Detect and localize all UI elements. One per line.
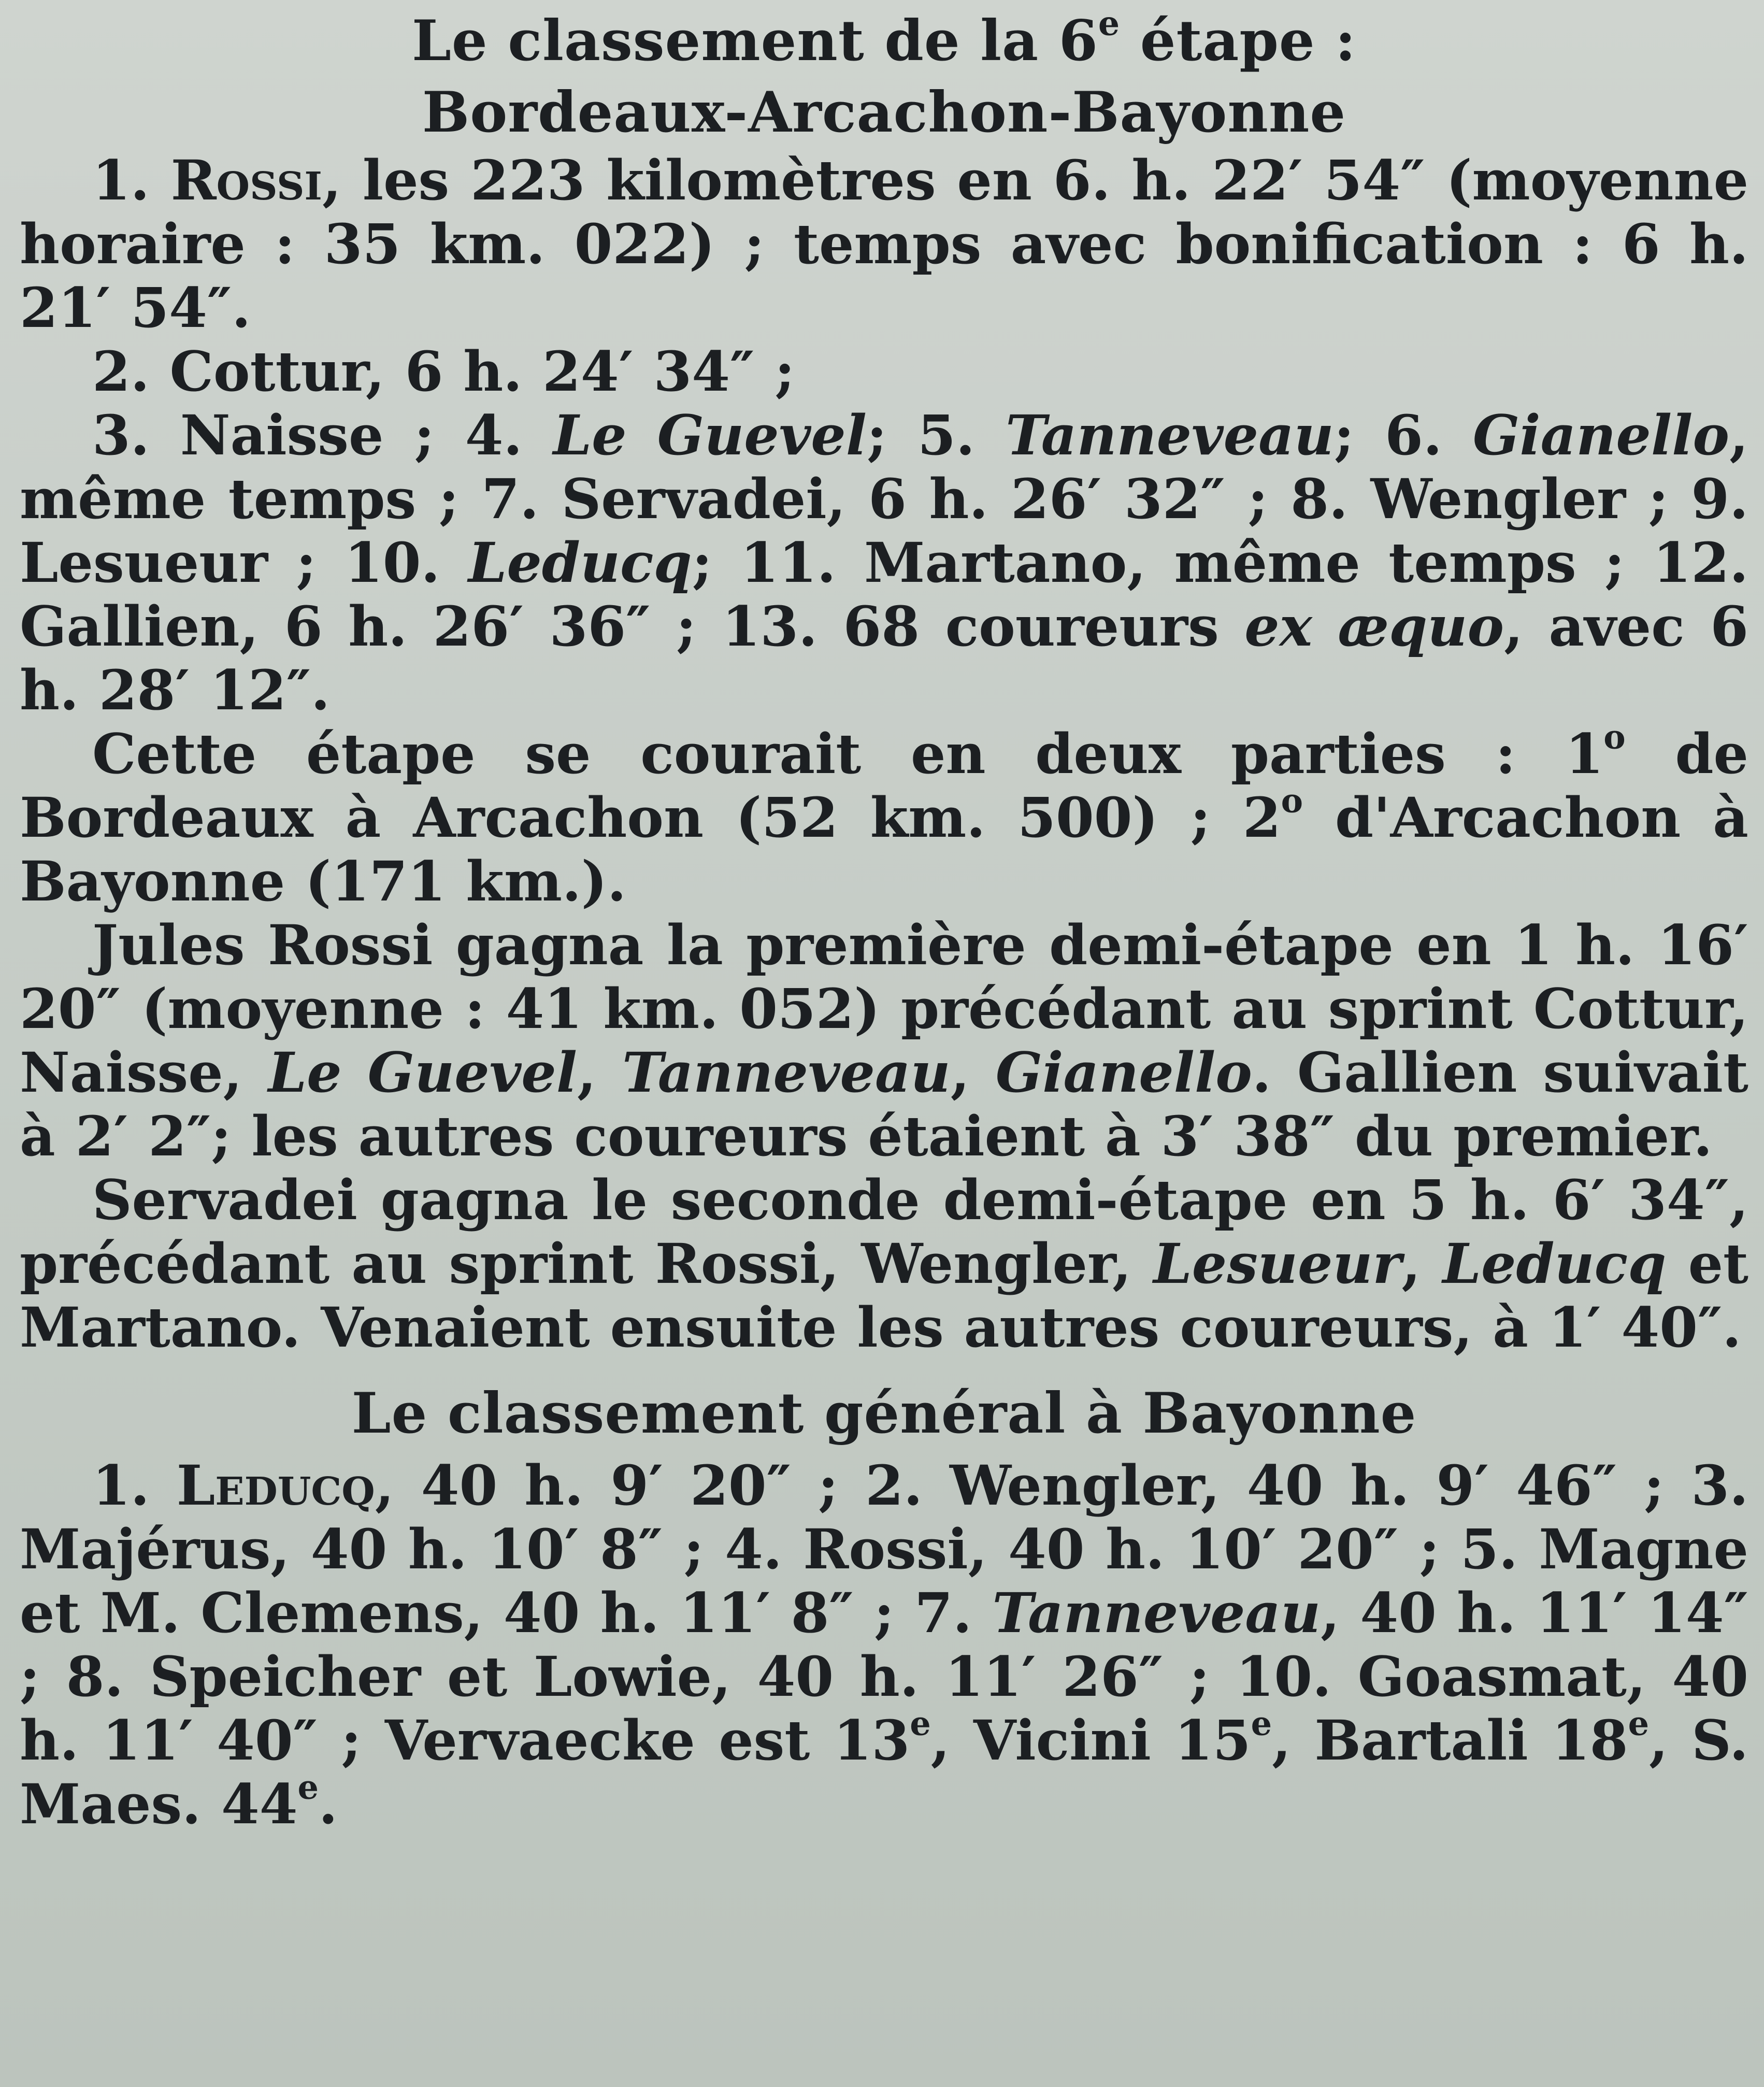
paragraph-first-half (20, 913, 1748, 1168)
text-run: , avec 6 h. 28′ 12″. (20, 594, 1749, 722)
text-run: , les 223 kilomètres en 6. h. 22′ 54″ (moyenne horaire : 35 km. 022) ; temps avec bonification : 6 h. 21′ 54″. (20, 148, 1749, 340)
italic-name: Leducq (468, 530, 692, 595)
superscript: e (297, 1767, 319, 1807)
paragraph-general-standings (20, 1453, 1748, 1836)
italic-name: Gianello (995, 1040, 1252, 1105)
text-run: , (1401, 1231, 1443, 1296)
text-run: Jules Rossi gagna la première demi-étape en 1 h. 16′ 20″ (moyenne : 41 km. 052) précédant au sprint Cottur, Naisse, (20, 912, 1748, 1105)
paragraph-second-half (20, 1168, 1748, 1359)
text-run: . (318, 1771, 338, 1836)
stage-heading-sup: e (1098, 4, 1121, 44)
text-run: , Vicini 15 (930, 1708, 1251, 1772)
text-run: 2. Cottur, 6 h. 24′ 34″ ; (92, 339, 795, 404)
text-run: , (577, 1040, 622, 1105)
superscript: e (1628, 1704, 1650, 1743)
italic-name: Gianello (1472, 403, 1730, 467)
italic-name: Le Guevel (553, 403, 867, 467)
winner-name: Rossi (170, 148, 323, 212)
text-run: , Bartali 18 (1272, 1708, 1628, 1772)
italic-name: Tanneveau (622, 1040, 951, 1105)
text-run: ; 5. (867, 403, 1006, 467)
stage-heading-line2: Bordeaux-Arcachon-Bayonne (422, 80, 1346, 145)
paragraph-stage-results (20, 403, 1748, 722)
text-run: et Martano. Venaient ensuite les autres coureurs, à 1′ 40″. (20, 1231, 1749, 1360)
text-run: . Gallien suivait à 2′ 2″; les autres coureurs étaient à 3′ 38″ du premier. (20, 1040, 1748, 1168)
superscript: o (1603, 717, 1626, 756)
text-run: ; 6. (1333, 403, 1473, 467)
superscript: e (1251, 1704, 1272, 1743)
text-run: , (950, 1040, 996, 1105)
text-run: , même temps ; 7. Servadei, 6 h. 26′ 32″ ; 8. Wengler ; 9. Lesueur ; 10. (20, 403, 1749, 595)
paragraph-second-place (20, 339, 1748, 403)
text-run: Cette étape se courait en deux parties : 1 (92, 721, 1604, 786)
stage-heading-line1-rest: étape : (1120, 8, 1357, 74)
text-run: Servadei gagna le seconde demi-étape en 5 h. 6′ 34″, précédant au sprint Rossi, Wengler, (20, 1167, 1748, 1296)
text-run: de Bordeaux à Arcachon (52 km. 500) ; 2 (20, 721, 1749, 850)
italic-name: Tanneveau (1006, 403, 1334, 467)
text-run: 1. (92, 148, 171, 212)
text-run: , S. Maes. 44 (20, 1708, 1748, 1836)
leader-name: Leducq (176, 1453, 375, 1518)
text-run: d'Arcachon à Bayonne (171 km.). (20, 785, 1748, 913)
paragraph-stage-parts (20, 717, 1749, 913)
paragraph-stage-winner (20, 148, 1748, 339)
text-run: ; 11. Martano, même temps ; 12. Gallien, 6 h. 26′ 36″ ; 13. 68 coureurs (20, 530, 1748, 659)
italic-name: Leducq (1442, 1231, 1667, 1296)
superscript: o (1281, 781, 1303, 820)
text-run: , 40 h. 9′ 20″ ; 2. Wengler, 40 h. 9′ 46″ ; 3. Majérus, 40 h. 10′ 8″ ; 4. Rossi, 40 h. 10′ 20″ ; 5. Magne et M. Clemens, 40 h. 11′ 8″ ; 7. (20, 1453, 1748, 1645)
text-run: 3. Naisse ; 4. (92, 403, 553, 467)
stage-heading-line1: Le classement de la 6 (411, 8, 1098, 74)
stage-heading (20, 5, 1748, 148)
superscript: e (910, 1704, 931, 1743)
italic-phrase: ex æquo (1244, 594, 1504, 659)
italic-name: Le Guevel (268, 1040, 577, 1105)
italic-name: Tanneveau (992, 1580, 1321, 1645)
text-run: , 40 h. 11′ 14″ ; 8. Speicher et Lowie, 40 h. 11′ 26″ ; 10. Goasmat, 40 h. 11′ 40″ ; Vervaecke est 13 (20, 1580, 1749, 1772)
italic-name: Lesueur (1153, 1231, 1402, 1296)
text-run: 1. (92, 1453, 177, 1518)
general-heading: Le classement général à Bayonne (351, 1381, 1417, 1446)
